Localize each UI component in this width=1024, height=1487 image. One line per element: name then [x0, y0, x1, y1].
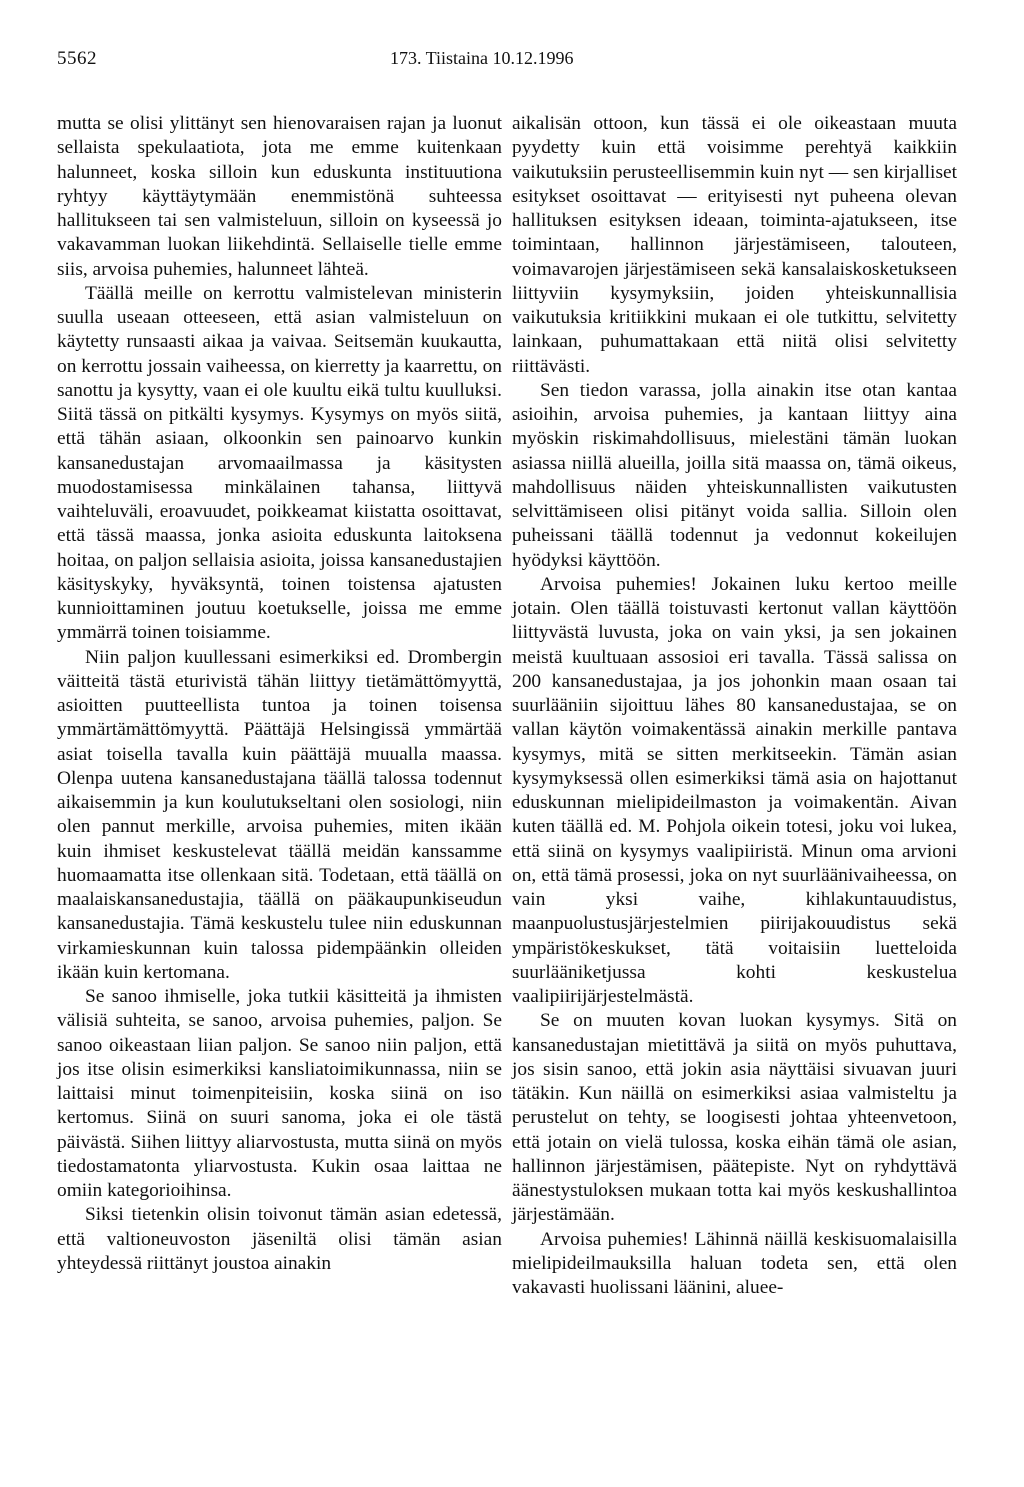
paragraph: Niin paljon kuullessani esimerkiksi ed. Drombergin väitteitä tästä eturivistä tähän liittyy tietämättömyyttä, asioitten puutteellista tuntoa ja toinen toisensa ymmärtämättömyyttä. Päättäjä Helsingissä ymmärtää asiat toisella tavalla kuin päättäjä muualla maassa. Olenpa uutena kansanedustajana täällä talossa todennut aikaisemmin ja kun koulutukseltani olen sosiologi, niin olen pannut merkille, arvoisa puhemies, miten ikään kuin ihmiset keskustelevat täällä meidän kanssamme huomaamatta itse ollenkaan sitä. Todetaan, että täällä on maalaiskansanedustajia, täällä on pääkaupunkiseudun kansanedustajia. Tämä keskustelu tulee niin eduskunnan virkamieskunnan kuin talossa pidempäänkin olleiden ikään kuin kertomana.	[57, 646, 502, 983]
paragraph: Täällä meille on kerrottu valmistelevan ministerin suulla useaan otteeseen, että asian valmisteluun on käytetty runsaasti aikaa ja vaivaa. Seitsemän kuukautta, on kerrottu jossain vaiheessa, on kierretty ja kaarrettu, on sanottu ja kysytty, vaan ei ole kuultu eikä tultu kuulluksi. Siitä tässä on pitkälti kysymys. Kysymys on myös siitä, että tähän asiaan, olkoonkin sen painoarvo kunkin kansanedustajan arvomaailmassa ja käsitysten muodostamisessa minkälainen tahansa, liittyvä vaihteluväli, eroavuudet, poikkeamat kiistatta osoittavat, että tässä maassa, jonka asioita eduskunta laitoksena hoitaa, on paljon sellaisia asioita, joissa kansanedustajien käsityskyky, hyväksyntä, toinen toistensa ajatusten kunnioittaminen joutuu koetukselle, joissa me emme ymmärrä toinen toisiamme.	[57, 282, 502, 644]
right-column	[512, 112, 957, 1300]
paragraph: mutta se olisi ylittänyt sen hienovaraisen rajan ja luonut sellaista spekulaatiota, jota me emme kuitenkaan halunneet, koska silloin kun eduskunta instituutiona ryhtyy käyttäytymään enemmistönä suhteessa hallitukseen tai sen valmisteluun, silloin on kyseessä jo vakavamman luokan liikehdintä. Sellaiselle tielle emme siis, arvoisa puhemies, halunneet lähteä.	[57, 113, 502, 280]
left-column	[57, 112, 502, 1276]
page-number: 5562	[57, 48, 97, 69]
paragraph: Sen tiedon varassa, jolla ainakin itse otan kantaa asioihin, arvoisa puhemies, ja kantaan liittyy aina myöskin riskimahdollisuus, mielestäni tämän luokan asiassa niillä alueilla, joilla sitä maassa on, tämä oikeus, mahdollisuus näiden yhteiskunnallisten vaikutusten selvittämiseen olisi pitänyt voida sallia. Silloin olen puheissani täällä todennut ja vedonnut kokeilujen hyödyksi käyttöön.	[512, 379, 957, 571]
paragraph: Se sanoo ihmiselle, joka tutkii käsitteitä ja ihmisten välisiä suhteita, se sanoo, arvoisa puhemies, paljon. Se sanoo oikeastaan liian paljon. Se sanoo niin paljon, että jos itse olisin esimerkiksi kansliatoimikunnassa, niin se laittaisi minut toimenpiteisiin, koska siinä on iso kertomus. Siinä on suuri sanoma, joka ei ole tästä päivästä. Siihen liittyy aliarvostusta, mutta siinä on myös tiedostamatonta yliarvostusta. Kukin osaa laittaa ne omiin kategorioihinsa.	[57, 986, 502, 1201]
paragraph: Arvoisa puhemies! Lähinnä näillä keskisuomalaisilla mielipideilmauksilla haluan todeta sen, että olen vakavasti huolissani läänini, aluee-	[512, 1228, 957, 1298]
paragraph: aikalisän ottoon, kun tässä ei ole oikeastaan muuta pyydetty kuin että voisimme perehtyä kaikkiin vaikutuksiin perusteellisemmin kuin nyt — sen kirjalliset esitykset osoittavat — erityisesti nyt puheena olevan hallituksen esityksen ideaan, toiminta-ajatukseen, itse toimintaan, hallinnon järjestämiseen, talouteen, voimavarojen järjestämiseen sekä kansalaiskosketukseen liittyviin kysymyksiin, joiden yhteiskunnallisia vaikutuksia kritiikkini mukaan ei ole tutkittu, selvitetty lainkaan, puhumattakaan että niitä olisi selvitetty riittävästi.	[512, 113, 957, 377]
paragraph: Siksi tietenkin olisin toivonut tämän asian edetessä, että valtioneuvoston jäseniltä olisi tämän asian yhteydessä riittänyt joustoa ainakin	[57, 1204, 502, 1274]
session-title: 173. Tiistaina 10.12.1996	[390, 48, 574, 68]
page-header	[0, 48, 1024, 78]
paragraph: Se on muuten kovan luokan kysymys. Sitä on kansanedustajan mietittävä ja siitä on myös puhuttava, jos sisin sanoo, että jokin asia näyttäisi sivuavan juuri tätäkin. Kun näillä on esimerkiksi asiaa valmisteltu ja perustelut on tehty, se loogisesti johtaa yhteenvetoon, että jotain on vielä tulossa, koska eihän tämä ole asian, hallinnon järjestämisen, päätepiste. Nyt on ryhdyttävä äänestystuloksen mukaan totta kai myös keskushallintoa järjestämään.	[512, 1010, 957, 1226]
paragraph: Arvoisa puhemies! Jokainen luku kertoo meille jotain. Olen täällä toistuvasti kertonut vallan käyttöön liittyvästä luvusta, joka on vain yksi, ja sen jokainen meistä kuultuaan assosioi eri tavalla. Tässä salissa on 200 kansanedustajaa, ja jos johonkin maan osaan tai suurlääniin sijoittuu lähes 80 kansanedustajaa, se on vallan käytön voimakentässä ainakin merkille pantava kysymys, mitä se sitten merkitseekin. Tämän asian kysymyksessä ollen esimerkiksi tämä asia on hajottanut eduskunnan mielipideilmaston ja voimakentän. Aivan kuten täällä ed. M. Pohjola oikein totesi, joku voi lukea, että siinä on kysymys vaalipiiristä. Minun oma arvioni on, että tämä prosessi, joka on nyt suurläänivaiheessa, on vain yksi vaihe, kihlakuntauudistus, maanpuolustusjärjestelmien piirijakouudistus sekä ympäristökeskukset, tätä voitaisiin luetteloida suurlääniketjussa kohti keskustelua vaalipiirijärjestelmästä.	[512, 573, 957, 1007]
